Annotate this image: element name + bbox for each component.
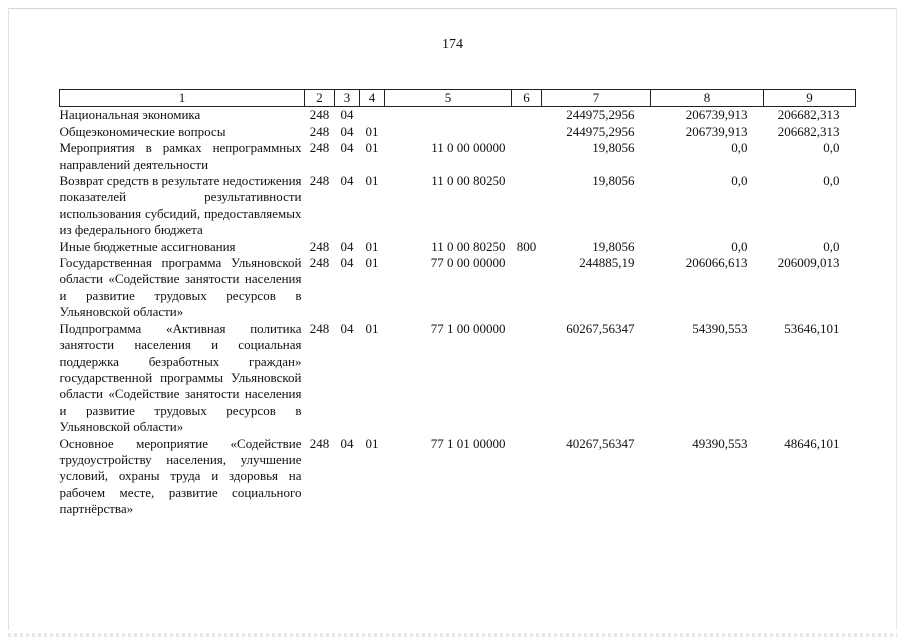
cell-subsection: 01 (365, 435, 379, 451)
cell-subsection: 01 (365, 173, 379, 189)
cell-section: 04 (340, 238, 354, 254)
cell-ministry: 248 (309, 320, 330, 336)
column-header: 6 (512, 90, 542, 107)
cell-amount-7: 244885,19 (579, 255, 635, 271)
cell-amount-9: 0,0 (823, 238, 840, 254)
page-number: 174 (442, 37, 463, 52)
cell-amount-8: 54390,553 (692, 320, 748, 336)
row-name: Основное мероприятие «Содействие трудоустройству населения, улучшение условий, охраны труда и здоровья на рабочем месте, развитие социального партнёрства» (59, 435, 302, 517)
row-name: Подпрограмма «Активная политика занятости населения и социальная поддержка безработных граждан» государственной программы Ульяновской области «Содействие занятости населения и развитие трудовых ресурсов в Ульяновской области» (59, 320, 302, 435)
cell-expense-type (512, 124, 542, 140)
table-row (60, 255, 856, 321)
cell-section: 04 (340, 255, 354, 271)
cell-ministry: 248 (309, 435, 330, 451)
budget-table (59, 89, 856, 518)
cell-amount-8: 0,0 (731, 140, 748, 156)
cell-amount-8: 49390,553 (692, 435, 748, 451)
cell-amount-7: 244975,2956 (566, 123, 635, 139)
cell-amount-7: 19,8056 (592, 238, 635, 254)
cell-expense-type (512, 255, 542, 321)
cell-subsection: 01 (365, 123, 379, 139)
cell-target-code (385, 124, 512, 140)
table-row (60, 436, 856, 518)
cell-amount-9: 206682,313 (777, 107, 840, 123)
row-name: Национальная экономика (59, 107, 201, 123)
cell-amount-9: 48646,101 (784, 435, 840, 451)
row-name: Возврат средств в результате недостижения показателей результативности использования субсидий, предоставляемых из федерального бюджета (59, 173, 302, 238)
cell-amount-9: 206009,013 (777, 255, 840, 271)
page-edge-left (8, 8, 9, 630)
cell-subsection: 01 (365, 320, 379, 336)
cell-amount-9: 53646,101 (784, 320, 840, 336)
cell-amount-7: 244975,2956 (566, 107, 635, 123)
row-name: Иные бюджетные ассигнования (59, 238, 236, 254)
cell-amount-8: 206066,613 (685, 255, 748, 271)
cell-ministry: 248 (309, 107, 330, 123)
cell-expense-type (512, 140, 542, 173)
cell-target-code: 77 0 00 00000 (430, 255, 506, 271)
cell-expense-type (512, 436, 542, 518)
cell-ministry: 248 (309, 140, 330, 156)
cell-amount-7: 60267,56347 (566, 320, 635, 336)
column-header: 7 (542, 90, 651, 107)
cell-section: 04 (340, 320, 354, 336)
cell-section: 04 (340, 140, 354, 156)
table-row (60, 107, 856, 124)
cell-amount-8: 0,0 (731, 173, 748, 189)
table-row (60, 124, 856, 140)
cell-expense-type (512, 321, 542, 436)
column-header: 9 (764, 90, 856, 107)
cell-amount-9: 0,0 (823, 173, 840, 189)
column-header: 3 (335, 90, 360, 107)
row-name: Общеэкономические вопросы (59, 123, 226, 139)
column-header: 4 (360, 90, 385, 107)
cell-target-code (385, 107, 512, 124)
page-edge-top (8, 8, 897, 9)
cell-expense-type (512, 173, 542, 239)
cell-subsection (360, 107, 385, 124)
cell-ministry: 248 (309, 123, 330, 139)
cell-amount-9: 206682,313 (777, 123, 840, 139)
table-row (60, 321, 856, 436)
cell-amount-8: 206739,913 (685, 107, 748, 123)
column-header: 2 (305, 90, 335, 107)
column-header: 8 (651, 90, 764, 107)
cell-amount-8: 206739,913 (685, 123, 748, 139)
column-header: 1 (60, 90, 305, 107)
cell-amount-8: 0,0 (731, 238, 748, 254)
cell-target-code: 77 1 00 00000 (430, 320, 506, 336)
page-edge-right (896, 8, 897, 630)
cell-section: 04 (340, 107, 354, 123)
cell-subsection: 01 (365, 140, 379, 156)
row-name: Мероприятия в рамках непрограммных направлений деятельности (59, 140, 302, 172)
cell-target-code: 77 1 01 00000 (430, 435, 506, 451)
cell-section: 04 (340, 173, 354, 189)
cell-target-code: 11 0 00 80250 (431, 173, 506, 189)
cell-ministry: 248 (309, 238, 330, 254)
scan-edge-artifact (8, 633, 897, 637)
column-header: 5 (385, 90, 512, 107)
cell-subsection: 01 (365, 238, 379, 254)
cell-section: 04 (340, 123, 354, 139)
cell-ministry: 248 (309, 255, 330, 271)
cell-amount-7: 40267,56347 (566, 435, 635, 451)
cell-expense-type (512, 107, 542, 124)
cell-amount-7: 19,8056 (592, 140, 635, 156)
cell-target-code: 11 0 00 80250 (431, 238, 506, 254)
cell-section: 04 (340, 435, 354, 451)
cell-target-code: 11 0 00 00000 (431, 140, 506, 156)
cell-ministry: 248 (309, 173, 330, 189)
cell-amount-7: 19,8056 (592, 173, 635, 189)
table-row (60, 239, 856, 255)
table-row (60, 173, 856, 239)
cell-expense-type: 800 (516, 238, 537, 254)
table-row (60, 140, 856, 173)
cell-subsection: 01 (365, 255, 379, 271)
cell-amount-9: 0,0 (823, 140, 840, 156)
header-row (60, 90, 856, 107)
row-name: Государственная программа Ульяновской области «Содействие занятости населения и развитие трудовых ресурсов в Ульяновской области» (59, 255, 302, 320)
